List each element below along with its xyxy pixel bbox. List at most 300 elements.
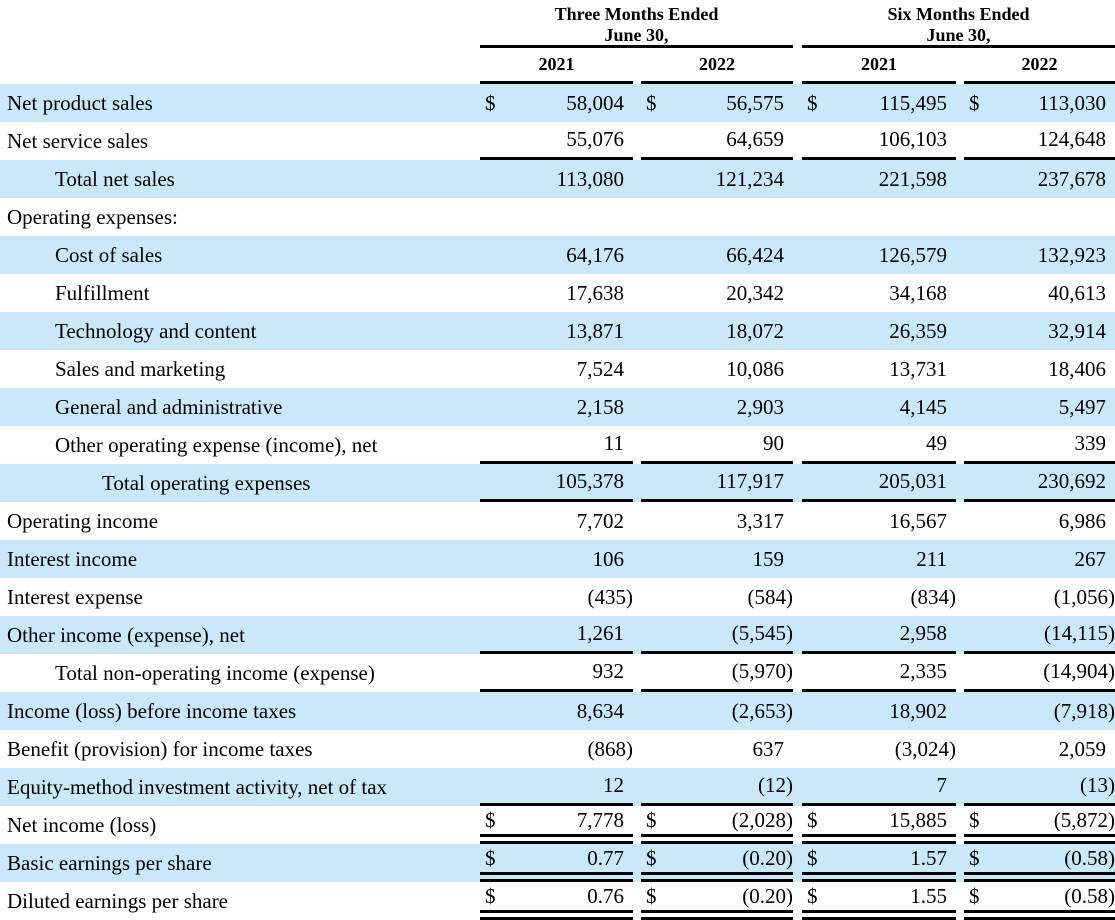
value: (2,653) xyxy=(731,698,793,723)
value-cell xyxy=(480,692,633,730)
table-row xyxy=(0,578,1115,616)
column-gap xyxy=(793,578,802,616)
value-cell xyxy=(964,768,1115,806)
value-cell xyxy=(964,274,1115,312)
column-gap xyxy=(633,198,641,236)
column-gap xyxy=(793,502,802,540)
value-cell xyxy=(641,806,793,844)
row-label: General and administrative xyxy=(55,394,283,419)
row-label: Net income (loss) xyxy=(7,812,157,837)
value: (0.20) xyxy=(742,845,793,870)
dollar-sign: $ xyxy=(646,807,657,832)
value: 205,031 xyxy=(878,469,947,493)
column-gap xyxy=(956,654,964,692)
dollar-sign: $ xyxy=(646,883,657,908)
column-gap xyxy=(956,198,964,236)
column-gap xyxy=(793,160,802,198)
label-column-spacer xyxy=(0,0,480,48)
value-cell xyxy=(802,578,956,616)
value: 105,378 xyxy=(555,469,624,493)
value: (584) xyxy=(747,584,793,609)
value-cell xyxy=(641,198,793,236)
row-label: Net product sales xyxy=(7,90,153,115)
value: (14,904) xyxy=(1043,659,1115,683)
value-cell xyxy=(641,730,793,768)
value-cell xyxy=(641,388,793,426)
value: 2,158 xyxy=(576,394,624,419)
value-cell xyxy=(964,350,1115,388)
value: 8,634 xyxy=(576,698,624,723)
group-gap xyxy=(793,0,802,48)
col-group-title-line2: June 30, xyxy=(604,25,669,45)
row-label: Total operating expenses xyxy=(102,470,311,495)
value: 13,731 xyxy=(889,356,947,381)
dollar-sign: $ xyxy=(485,845,496,870)
value: 115,495 xyxy=(879,90,947,115)
row-label: Fulfillment xyxy=(55,280,150,305)
row-label: Operating income xyxy=(7,508,159,533)
column-gap xyxy=(956,312,964,350)
value: 113,080 xyxy=(556,166,624,191)
column-gap xyxy=(633,388,641,426)
value: 2,903 xyxy=(736,394,784,419)
value: (3,024) xyxy=(894,736,956,761)
value-cell xyxy=(964,616,1115,654)
value-cell xyxy=(964,806,1115,844)
value: (0.58) xyxy=(1064,883,1115,908)
value: 18,072 xyxy=(726,318,784,343)
value: 49 xyxy=(926,431,947,455)
value: 66,424 xyxy=(726,242,784,267)
value: (7,918) xyxy=(1053,698,1115,723)
value-cell xyxy=(802,312,956,350)
table-row xyxy=(0,502,1115,540)
table-row xyxy=(0,768,1115,806)
row-label: Diluted earnings per share xyxy=(7,888,229,913)
value-cell xyxy=(641,84,793,122)
year-header-row xyxy=(0,48,1115,84)
value: 0.76 xyxy=(587,883,624,908)
value-cell xyxy=(964,692,1115,730)
dollar-sign: $ xyxy=(969,807,980,832)
value: (868) xyxy=(587,736,633,761)
column-gap xyxy=(793,312,802,350)
column-gap xyxy=(633,692,641,730)
value: (12) xyxy=(758,773,793,797)
value-cell xyxy=(641,312,793,350)
column-gap xyxy=(956,388,964,426)
value-cell xyxy=(802,540,956,578)
value-cell xyxy=(802,882,956,920)
value: 2,059 xyxy=(1058,736,1106,761)
dollar-sign: $ xyxy=(807,845,818,870)
table-row xyxy=(0,616,1115,654)
value: 15,885 xyxy=(889,807,947,832)
value-cell xyxy=(641,502,793,540)
column-gap xyxy=(956,122,964,160)
value: 18,406 xyxy=(1048,356,1106,381)
value: 2,335 xyxy=(899,659,947,683)
column-gap xyxy=(633,502,641,540)
column-gap xyxy=(956,160,964,198)
value-cell xyxy=(641,122,793,160)
value-cell xyxy=(802,198,956,236)
value-cell xyxy=(480,806,633,844)
value-cell xyxy=(480,578,633,616)
row-label: Sales and marketing xyxy=(55,356,226,381)
column-gap xyxy=(956,426,964,464)
value-cell xyxy=(964,84,1115,122)
table-row xyxy=(0,312,1115,350)
column-gap xyxy=(793,540,802,578)
value: (0.20) xyxy=(742,883,793,908)
column-gap xyxy=(956,692,964,730)
value: 117,917 xyxy=(716,469,784,493)
table-row xyxy=(0,844,1115,882)
value-cell xyxy=(802,502,956,540)
column-gap xyxy=(793,882,802,920)
value-cell xyxy=(641,236,793,274)
value-cell xyxy=(802,464,956,502)
value-cell xyxy=(964,730,1115,768)
column-gap xyxy=(633,160,641,198)
row-label: Equity-method investment activity, net of tax xyxy=(7,774,388,799)
value-cell xyxy=(480,274,633,312)
value-cell xyxy=(802,730,956,768)
row-label: Cost of sales xyxy=(55,242,163,267)
column-gap xyxy=(633,654,641,692)
value-cell xyxy=(480,844,633,882)
value: 7,702 xyxy=(576,508,624,533)
column-gap xyxy=(956,844,964,882)
value-cell xyxy=(802,350,956,388)
year-header: 2022 xyxy=(964,48,1115,84)
table-row xyxy=(0,654,1115,692)
column-gap xyxy=(633,312,641,350)
value-cell xyxy=(641,464,793,502)
value: 339 xyxy=(1074,431,1106,455)
dollar-sign: $ xyxy=(646,90,657,115)
value: 132,923 xyxy=(1037,242,1106,267)
column-gap xyxy=(956,84,964,122)
value-cell xyxy=(480,616,633,654)
column-gap xyxy=(793,692,802,730)
column-gap xyxy=(793,198,802,236)
column-gap xyxy=(633,882,641,920)
value: 2,958 xyxy=(899,621,947,645)
table-row xyxy=(0,882,1115,920)
value: 32,914 xyxy=(1048,318,1106,343)
value-cell xyxy=(480,84,633,122)
value-cell xyxy=(641,654,793,692)
col-group-title-line1: Three Months Ended xyxy=(554,4,719,24)
year-header: 2022 xyxy=(641,48,793,84)
value: 64,176 xyxy=(566,242,624,267)
value: 3,317 xyxy=(736,508,784,533)
row-label: Income (loss) before income taxes xyxy=(7,698,297,723)
value-cell xyxy=(480,160,633,198)
value-cell xyxy=(964,122,1115,160)
col-group-title-line2: June 30, xyxy=(926,25,991,45)
row-label: Total non-operating income (expense) xyxy=(55,660,375,685)
column-gap xyxy=(633,768,641,806)
table-body xyxy=(0,84,1115,920)
row-label: Basic earnings per share xyxy=(7,850,212,875)
value-cell xyxy=(641,160,793,198)
value: 56,575 xyxy=(726,90,784,115)
value: 16,567 xyxy=(889,508,947,533)
col-group-six-months xyxy=(802,0,1115,48)
column-gap xyxy=(956,464,964,502)
value-cell xyxy=(964,464,1115,502)
value-cell xyxy=(641,768,793,806)
value: 6,986 xyxy=(1058,508,1106,533)
row-label: Other operating expense (income), net xyxy=(55,432,378,457)
column-gap xyxy=(793,616,802,654)
value: (0.58) xyxy=(1064,845,1115,870)
value-cell xyxy=(802,388,956,426)
value: (435) xyxy=(587,584,633,609)
column-gap xyxy=(956,768,964,806)
value: 637 xyxy=(752,736,784,761)
column-gap xyxy=(793,122,802,160)
value-cell xyxy=(964,578,1115,616)
value: 267 xyxy=(1074,546,1106,571)
value-cell xyxy=(964,236,1115,274)
column-gap xyxy=(956,882,964,920)
column-gap xyxy=(633,578,641,616)
value: 7 xyxy=(936,773,947,797)
column-gap xyxy=(793,464,802,502)
column-gap xyxy=(633,236,641,274)
table-row xyxy=(0,388,1115,426)
value: 126,579 xyxy=(878,242,947,267)
value-cell xyxy=(480,502,633,540)
value: 0.77 xyxy=(587,845,624,870)
row-label: Benefit (provision) for income taxes xyxy=(7,736,313,761)
value: 7,524 xyxy=(576,356,624,381)
col-group-three-months xyxy=(480,0,793,48)
table-row xyxy=(0,464,1115,502)
dollar-sign: $ xyxy=(807,807,818,832)
table-row xyxy=(0,160,1115,198)
column-gap xyxy=(633,806,641,844)
value-cell xyxy=(480,388,633,426)
value: (5,545) xyxy=(731,621,793,645)
value-cell xyxy=(964,844,1115,882)
column-gap xyxy=(793,84,802,122)
value: 106 xyxy=(592,546,624,571)
value-cell xyxy=(641,692,793,730)
table-row xyxy=(0,274,1115,312)
dollar-sign: $ xyxy=(969,90,980,115)
value: 20,342 xyxy=(726,280,784,305)
value: (14,115) xyxy=(1044,621,1115,645)
row-label: Net service sales xyxy=(7,128,149,153)
column-gap xyxy=(633,48,641,84)
dollar-sign: $ xyxy=(485,90,496,115)
column-gap xyxy=(793,806,802,844)
value-cell xyxy=(641,844,793,882)
value-cell xyxy=(964,388,1115,426)
value-cell xyxy=(802,236,956,274)
row-label: Operating expenses: xyxy=(7,204,178,229)
value: 237,678 xyxy=(1037,166,1106,191)
table-row xyxy=(0,540,1115,578)
dollar-sign: $ xyxy=(485,807,496,832)
value-cell xyxy=(480,730,633,768)
value-cell xyxy=(480,198,633,236)
value-cell xyxy=(802,654,956,692)
column-gap xyxy=(633,464,641,502)
dollar-sign: $ xyxy=(969,845,980,870)
value: 17,638 xyxy=(566,280,624,305)
value: 40,613 xyxy=(1048,280,1106,305)
year-header: 2021 xyxy=(802,48,956,84)
column-gap xyxy=(956,236,964,274)
value-cell xyxy=(964,540,1115,578)
value-cell xyxy=(802,806,956,844)
value: 55,076 xyxy=(566,127,624,151)
column-gap xyxy=(633,274,641,312)
value: (2,028) xyxy=(731,807,793,832)
dollar-sign: $ xyxy=(646,845,657,870)
value-cell xyxy=(480,312,633,350)
value: (5,872) xyxy=(1053,807,1115,832)
value: 64,659 xyxy=(726,127,784,151)
value-cell xyxy=(480,464,633,502)
dollar-sign: $ xyxy=(807,883,818,908)
row-label: Interest expense xyxy=(7,584,143,609)
value-cell xyxy=(964,654,1115,692)
column-gap xyxy=(793,350,802,388)
column-gap xyxy=(956,274,964,312)
value: (834) xyxy=(910,584,956,609)
value-cell xyxy=(802,616,956,654)
value-cell xyxy=(802,768,956,806)
table-row xyxy=(0,350,1115,388)
value-cell xyxy=(964,502,1115,540)
value-cell xyxy=(480,540,633,578)
row-label: Interest income xyxy=(7,546,138,571)
column-gap xyxy=(793,730,802,768)
dollar-sign: $ xyxy=(485,883,496,908)
dollar-sign: $ xyxy=(969,883,980,908)
value: 211 xyxy=(916,546,947,571)
column-gap xyxy=(633,84,641,122)
value: (13) xyxy=(1080,773,1115,797)
column-gap xyxy=(633,844,641,882)
value-cell xyxy=(641,578,793,616)
table-row xyxy=(0,84,1115,122)
value: 18,902 xyxy=(889,698,947,723)
column-gap xyxy=(956,502,964,540)
column-gap xyxy=(633,122,641,160)
value: 34,168 xyxy=(889,280,947,305)
value: 10,086 xyxy=(726,356,784,381)
column-gap xyxy=(793,426,802,464)
value: 13,871 xyxy=(566,318,624,343)
table-row xyxy=(0,730,1115,768)
value: 230,692 xyxy=(1037,469,1106,493)
value: (1,056) xyxy=(1053,584,1115,609)
value-cell xyxy=(802,692,956,730)
column-gap xyxy=(633,426,641,464)
value-cell xyxy=(641,616,793,654)
value: 121,234 xyxy=(715,166,784,191)
value-cell xyxy=(641,274,793,312)
table-row xyxy=(0,198,1115,236)
value: 221,598 xyxy=(878,166,947,191)
value-cell xyxy=(964,882,1115,920)
row-label: Total net sales xyxy=(55,166,175,191)
value: 113,030 xyxy=(1038,90,1106,115)
value-cell xyxy=(480,350,633,388)
column-gap xyxy=(633,540,641,578)
value: 11 xyxy=(603,431,624,455)
value-cell xyxy=(641,540,793,578)
table-row xyxy=(0,122,1115,160)
value: 7,778 xyxy=(576,807,624,832)
value: 4,145 xyxy=(899,394,947,419)
value: 124,648 xyxy=(1037,127,1106,151)
table-row xyxy=(0,236,1115,274)
value: 1,261 xyxy=(576,621,624,645)
table-row xyxy=(0,806,1115,844)
value-cell xyxy=(480,122,633,160)
value-cell xyxy=(964,198,1115,236)
value-cell xyxy=(802,84,956,122)
label-column-spacer xyxy=(0,48,480,84)
value-cell xyxy=(964,426,1115,464)
value-cell xyxy=(802,122,956,160)
value-cell xyxy=(480,426,633,464)
table-row xyxy=(0,692,1115,730)
column-gap xyxy=(956,350,964,388)
column-gap xyxy=(793,48,802,84)
column-gap xyxy=(633,730,641,768)
row-label: Technology and content xyxy=(55,318,257,343)
value-cell xyxy=(480,882,633,920)
value: 26,359 xyxy=(889,318,947,343)
value-cell xyxy=(480,768,633,806)
column-gap xyxy=(793,274,802,312)
column-gap xyxy=(793,844,802,882)
column-gap xyxy=(956,730,964,768)
column-gap xyxy=(956,616,964,654)
value-cell xyxy=(641,426,793,464)
value-cell xyxy=(641,350,793,388)
column-gap xyxy=(956,578,964,616)
value-cell xyxy=(802,160,956,198)
value: 1.57 xyxy=(910,845,947,870)
value: 90 xyxy=(763,431,784,455)
value-cell xyxy=(802,844,956,882)
table-row xyxy=(0,426,1115,464)
column-gap xyxy=(793,768,802,806)
value: (5,970) xyxy=(731,659,793,683)
year-header: 2021 xyxy=(480,48,633,84)
row-label: Other income (expense), net xyxy=(7,622,245,647)
column-gap xyxy=(956,806,964,844)
column-gap xyxy=(633,616,641,654)
value-cell xyxy=(802,274,956,312)
value: 159 xyxy=(752,546,784,571)
column-gap xyxy=(633,350,641,388)
dollar-sign: $ xyxy=(807,90,818,115)
column-gap xyxy=(793,236,802,274)
value-cell xyxy=(964,312,1115,350)
